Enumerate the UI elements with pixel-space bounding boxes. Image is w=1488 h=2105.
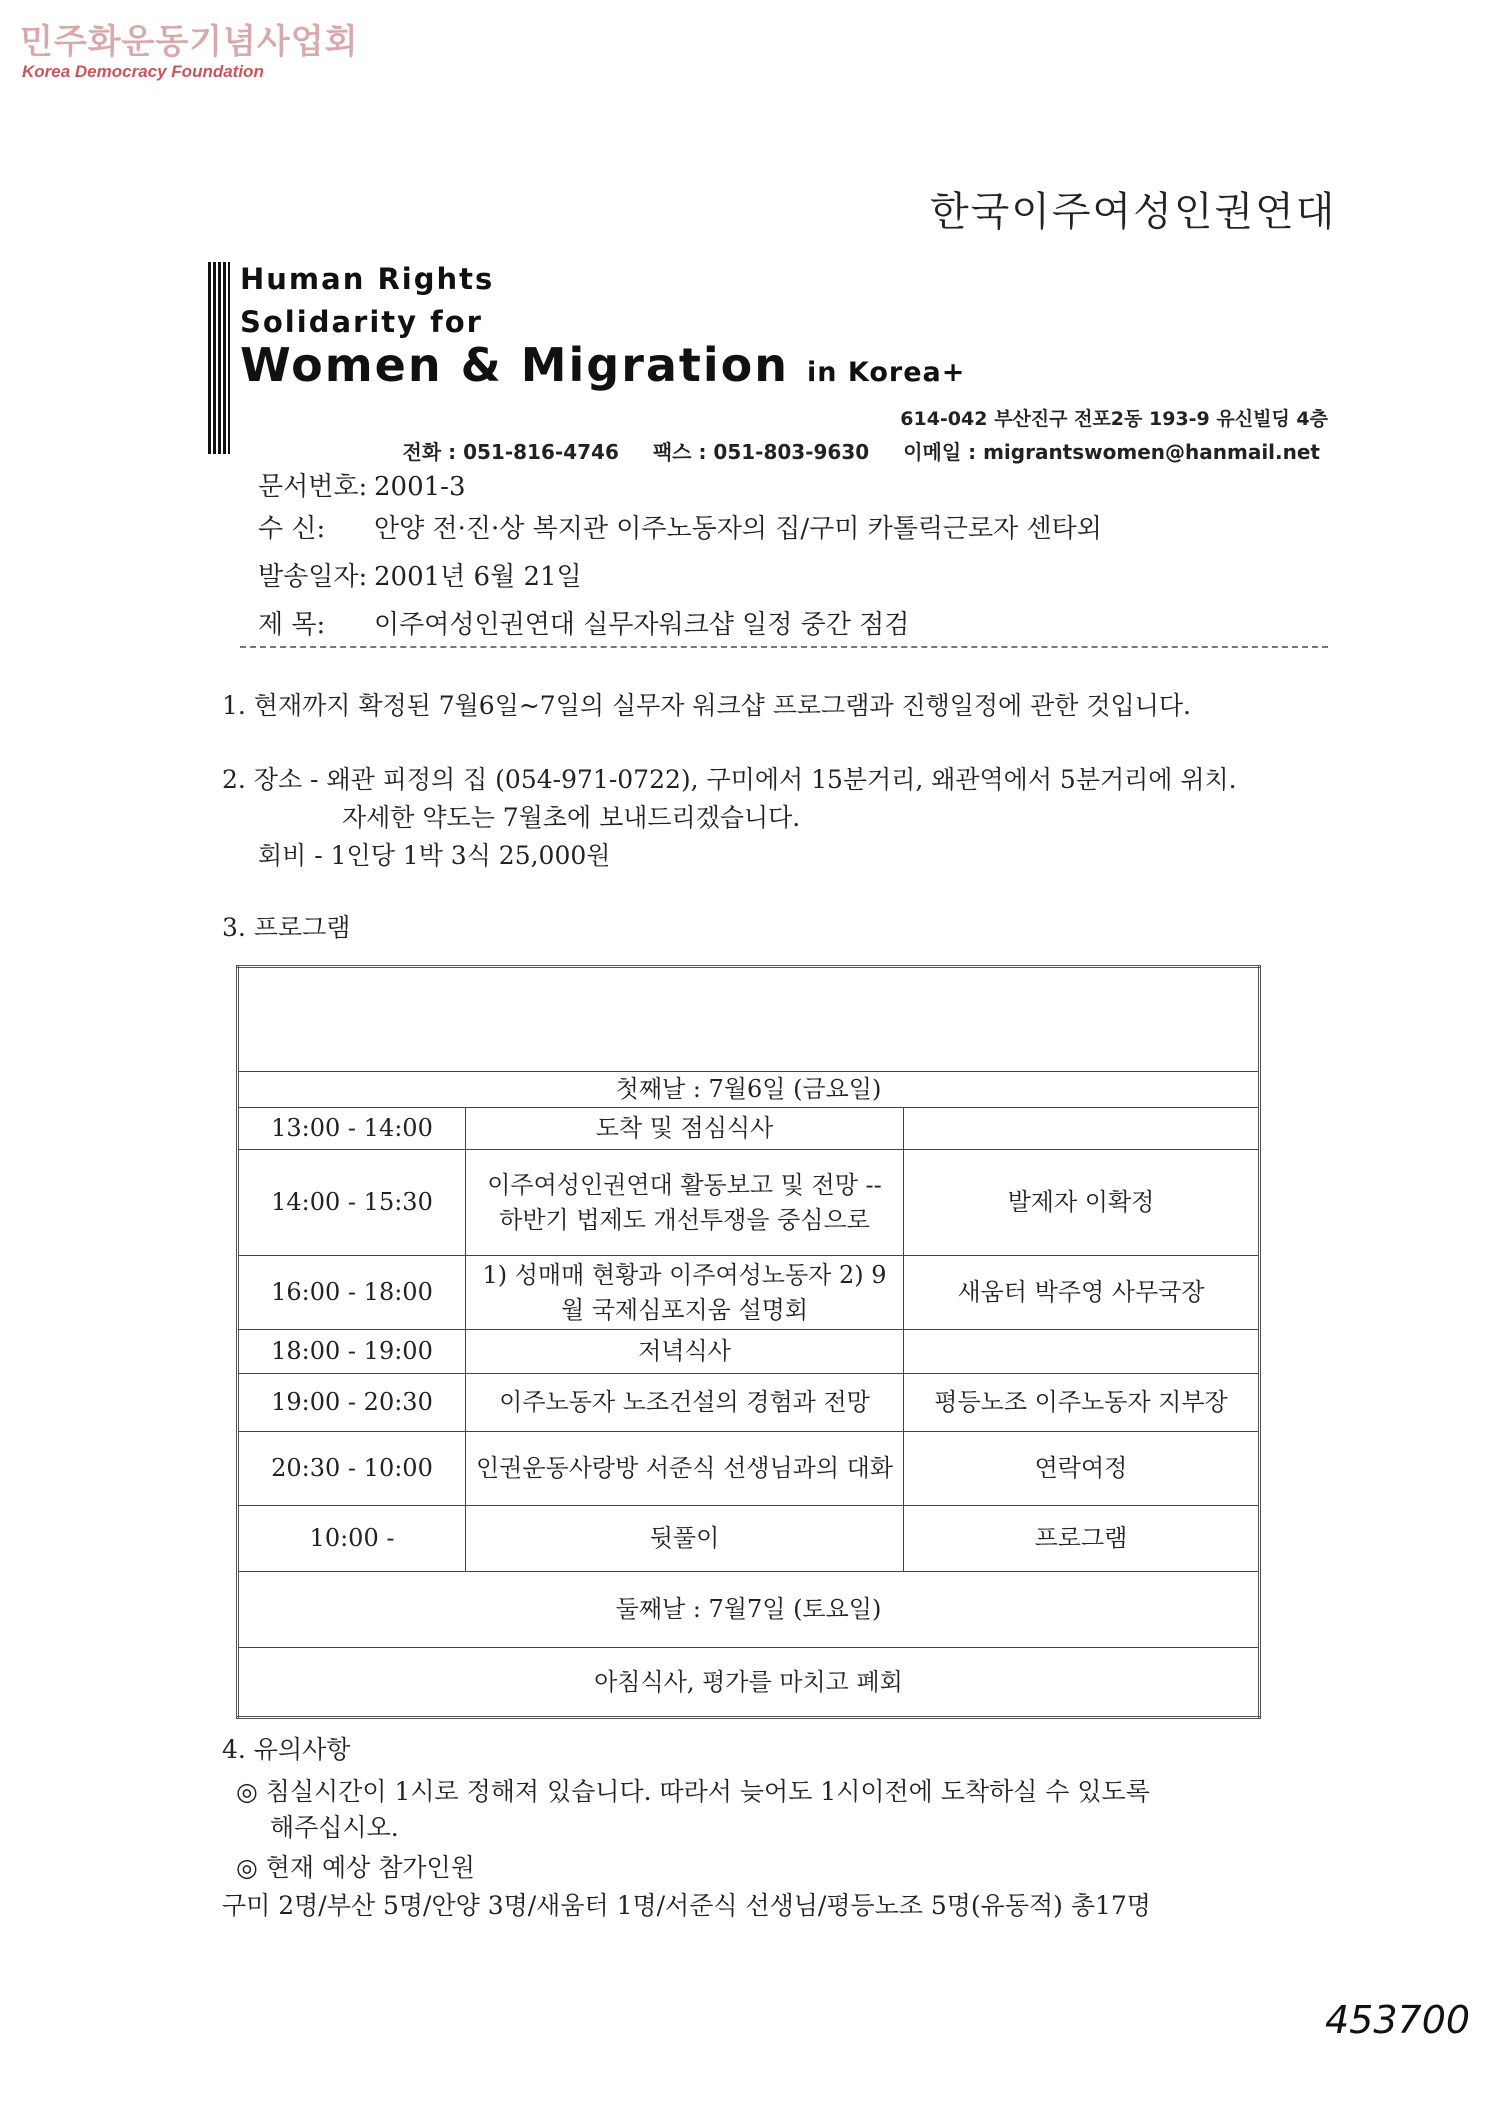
logo-line-2: Solidarity for: [240, 305, 483, 339]
watermark-english: Korea Democracy Foundation: [22, 62, 264, 81]
time-cell: 13:00 - 14:00: [238, 1108, 466, 1150]
table-row: [238, 1432, 1260, 1506]
logo-line-3: [240, 338, 965, 392]
org-fax: 팩스 : 051-803-9630: [652, 440, 870, 464]
person-cell: 발제자 이확정: [904, 1150, 1260, 1256]
day2-content: 아침식사, 평가를 마치고 폐회: [238, 1648, 1260, 1718]
table-row: [238, 1150, 1260, 1256]
logo-line-1: Human Rights: [240, 262, 495, 296]
org-address: 614-042 부산진구 전포2동 193-9 유신빌딩 4층: [900, 408, 1328, 430]
item-3: 3. 프로그램: [222, 913, 351, 942]
logo-line-3-main: Women & Migration: [240, 338, 790, 392]
person-cell: [904, 1330, 1260, 1374]
table-row: [238, 1648, 1260, 1718]
person-cell: [904, 1108, 1260, 1150]
note-1-line-2: 해주십시오.: [270, 1813, 399, 1842]
logo-bar-icon: [208, 262, 230, 454]
doc-number: 2001-3: [374, 472, 466, 502]
time-cell: 18:00 - 19:00: [238, 1330, 466, 1374]
recipient-label: 수 신:: [258, 514, 326, 544]
time-cell: 20:30 - 10:00: [238, 1432, 466, 1506]
table-row: [238, 1108, 1260, 1150]
doc-number-label: 문서번호:: [258, 472, 368, 502]
content-cell: 이주여성인권연대 활동보고 및 전망 -- 하반기 법제도 개선투쟁을 중심으로: [466, 1150, 904, 1256]
content-cell: 뒷풀이: [466, 1506, 904, 1572]
header-divider: [240, 646, 1328, 648]
note-1-line-1: ◎ 침실시간이 1시로 정해져 있습니다. 따라서 늦어도 1시이전에 도착하실 수 있도록: [236, 1777, 1150, 1806]
subject-label: 제 목:: [258, 610, 326, 640]
org-email: 이메일 : migrantswomen@hanmail.net: [903, 440, 1320, 464]
org-contact: [403, 436, 1320, 465]
subject-row: [258, 604, 909, 641]
recipient-row: [258, 508, 1102, 545]
table-row: [238, 1374, 1260, 1432]
org-phone: 전화 : 051-816-4746: [402, 440, 619, 464]
note-2: ◎ 현재 예상 참가인원: [236, 1853, 475, 1882]
program-table: [236, 965, 1261, 1719]
day1-row: [238, 1072, 1260, 1108]
date-label: 발송일자:: [258, 562, 368, 592]
time-cell: 19:00 - 20:30: [238, 1374, 466, 1432]
date-row: [258, 556, 582, 593]
time-cell: 10:00 -: [238, 1506, 466, 1572]
handwritten-number: 453700: [1325, 1998, 1471, 2042]
day2-heading: 둘째날 : 7월7일 (토요일): [238, 1572, 1260, 1648]
logo-line-3-suffix: in Korea+: [807, 357, 966, 388]
content-cell: 인권운동사랑방 서준식 선생님과의 대화: [466, 1432, 904, 1506]
doc-number-row: [258, 466, 466, 503]
person-cell: 연락여정: [904, 1432, 1260, 1506]
content-cell: 이주노동자 노조건설의 경험과 전망: [466, 1374, 904, 1432]
item-2-line-1: 2. 장소 - 왜관 피정의 집 (054-971-0722), 구미에서 15분거리, 왜관역에서 5분거리에 위치.: [222, 765, 1237, 794]
send-date: 2001년 6월 21일: [374, 562, 582, 592]
table-row: [238, 1330, 1260, 1374]
table-row: [238, 1506, 1260, 1572]
participants: 구미 2명/부산 5명/안양 3명/새움터 1명/서준식 선생님/평등노조 5명(유동적) 총17명: [222, 1891, 1151, 1920]
day2-row: [238, 1572, 1260, 1648]
person-cell: 프로그램: [904, 1506, 1260, 1572]
watermark-korean: 민주화운동기념사업회: [20, 22, 359, 62]
time-cell: 14:00 - 15:30: [238, 1150, 466, 1256]
day1-heading: 첫째날 : 7월6일 (금요일): [238, 1072, 1260, 1108]
table-header-blank: [238, 967, 1260, 1072]
content-cell: 1) 성매매 현황과 이주여성노동자 2) 9월 국제심포지움 설명회: [466, 1256, 904, 1330]
recipient: 안양 전·진·상 복지관 이주노동자의 집/구미 카톨릭근로자 센타외: [374, 514, 1102, 544]
item-4: 4. 유의사항: [222, 1735, 351, 1764]
content-cell: 도착 및 점심식사: [466, 1108, 904, 1150]
subject: 이주여성인권연대 실무자워크샵 일정 중간 점검: [374, 610, 910, 640]
person-cell: 새움터 박주영 사무국장: [904, 1256, 1260, 1330]
person-cell: 평등노조 이주노동자 지부장: [904, 1374, 1260, 1432]
table-row: [238, 1256, 1260, 1330]
item-1: 1. 현재까지 확정된 7월6일~7일의 실무자 워크샵 프로그램과 진행일정에 관한 것입니다.: [222, 691, 1191, 720]
time-cell: 16:00 - 18:00: [238, 1256, 466, 1330]
item-2-fee: 회비 - 1인당 1박 3식 25,000원: [258, 841, 611, 870]
content-cell: 저녁식사: [466, 1330, 904, 1374]
org-korean-name: 한국이주여성인권연대: [930, 189, 1337, 235]
item-2-line-2: 자세한 약도는 7월초에 보내드리겠습니다.: [342, 803, 801, 832]
table-row: [238, 967, 1260, 1072]
